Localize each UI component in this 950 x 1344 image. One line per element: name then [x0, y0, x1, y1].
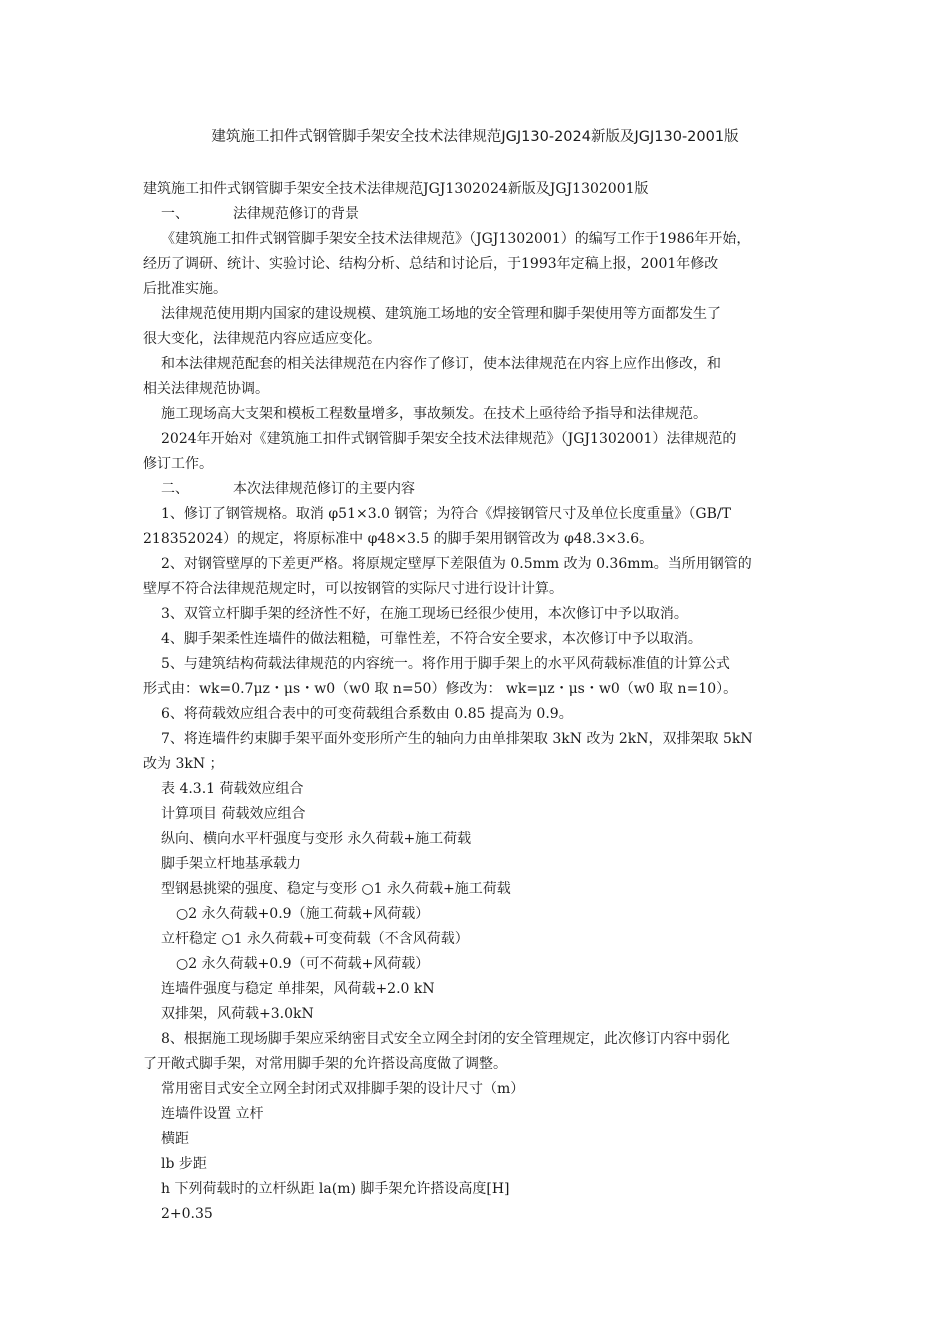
- paragraph-line: 2024年开始对《建筑施工扣件式钢管脚手架安全技术法律规范》（JGJ1302001）法律规范的: [161, 431, 737, 447]
- paragraph-line: 后批准实施。: [143, 281, 227, 297]
- table-row: 型钢悬挑梁的强度、稳定与变形 ○1 永久荷载+施工荷载: [161, 881, 511, 897]
- section-number: 二、: [161, 481, 189, 497]
- list-item-line: 了开敞式脚手架，对常用脚手架的允许搭设高度做了调整。: [143, 1056, 507, 1072]
- list-item-line: 形式由：wk=0.7μz・μs・w0（w0 取 n=50）修改为： wk=μz・μs・w0（w0 取 n=10）。: [143, 681, 738, 697]
- table-row: 连墙件强度与稳定 单排架，风荷载+2.0 kN: [161, 981, 435, 997]
- table-row: 2+0.35: [161, 1206, 213, 1222]
- list-item-line: 5、与建筑结构荷载法律规范的内容统一。将作用于脚手架上的水平风荷载标准值的计算公式: [161, 656, 730, 672]
- paragraph-line: 施工现场高大支架和模板工程数量增多，事故频发。在技术上亟待给予指导和法律规范。: [161, 406, 707, 422]
- table-row: ○2 永久荷载+0.9（可不荷载+风荷载）: [176, 956, 430, 972]
- list-item-line: 3、双管立杆脚手架的经济性不好，在施工现场已经很少使用，本次修订中予以取消。: [161, 606, 688, 622]
- table-row: 双排架，风荷载+3.0kN: [161, 1006, 314, 1022]
- list-item-line: 2、对钢管壁厚的下差更严格。将原规定壁厚下差限值为 0.5mm 改为 0.36mm。当所用钢管的: [161, 556, 752, 572]
- list-item-line: 1、修订了钢管规格。取消 φ51×3.0 钢管；为符合《焊接钢管尺寸及单位长度重量》（GB/T: [161, 506, 731, 522]
- paragraph-line: 法律规范使用期内国家的建设规模、建筑施工场地的安全管理和脚手架使用等方面都发生了: [161, 306, 721, 322]
- paragraph-line: 很大变化，法律规范内容应适应变化。: [143, 331, 381, 347]
- paragraph-line: 《建筑施工扣件式钢管脚手架安全技术法律规范》（JGJ1302001）的编写工作于1986年开始，: [161, 231, 751, 247]
- table-row: lb 步距: [161, 1156, 207, 1172]
- paragraph-line: 和本法律规范配套的相关法律规范在内容作了修订，使本法律规范在内容上应作出修改，和: [161, 356, 721, 372]
- table-row: 计算项目 荷载效应组合: [161, 806, 306, 822]
- table-caption: 表 4.3.1 荷载效应组合: [161, 781, 304, 797]
- table-row: 脚手架立杆地基承载力: [161, 856, 301, 872]
- list-item-line: 改为 3kN ；: [143, 756, 224, 772]
- list-item-line: 6、将荷载效应组合表中的可变荷载组合系数由 0.85 提高为 0.9。: [161, 706, 573, 722]
- body-heading-line: 建筑施工扣件式钢管脚手架安全技术法律规范JGJ1302024新版及JGJ1302001版: [143, 181, 649, 197]
- section-heading-contents: [143, 477, 813, 502]
- section-heading-background: [143, 202, 813, 227]
- document-title: 建筑施工扣件式钢管脚手架安全技术法律规范JGJ130-2024新版及JGJ130-2001版: [211, 129, 739, 145]
- table-row: 连墙件设置 立杆: [161, 1106, 264, 1122]
- table-row: 立杆稳定 ○1 永久荷载+可变荷载（不含风荷载）: [161, 931, 469, 947]
- list-item-line: 壁厚不符合法律规范规定时，可以按钢管的实际尺寸进行设计计算。: [143, 581, 563, 597]
- list-item-line: 218352024）的规定，将原标准中 φ48×3.5 的脚手架用钢管改为 φ48.3×3.6。: [143, 531, 654, 547]
- section-title: 法律规范修订的背景: [233, 206, 359, 222]
- section-number: 一、: [161, 206, 189, 222]
- table-row: h 下列荷载时的立杆纵距 la(m) 脚手架允许搭设高度[H]: [161, 1181, 510, 1197]
- paragraph-line: 相关法律规范协调。: [143, 381, 269, 397]
- document-body: [143, 177, 813, 1227]
- paragraph-line: 经历了调研、统计、实验讨论、结构分析、总结和讨论后，于1993年定稿上报，2001年修改: [143, 256, 719, 272]
- table-row: ○2 永久荷载+0.9（施工荷载+风荷载）: [176, 906, 430, 922]
- paragraph-line: 修订工作。: [143, 456, 213, 472]
- table-row: 横距: [161, 1131, 189, 1147]
- list-item-line: 4、脚手架柔性连墙件的做法粗糙，可靠性差，不符合安全要求，本次修订中予以取消。: [161, 631, 702, 647]
- table-caption: 常用密目式安全立网全封闭式双排脚手架的设计尺寸（m）: [161, 1081, 525, 1097]
- section-title: 本次法律规范修订的主要内容: [233, 481, 415, 497]
- list-item-line: 7、将连墙件约束脚手架平面外变形所产生的轴向力由单排架取 3kN 改为 2kN，双排架取 5kN: [161, 731, 753, 747]
- table-row: 纵向、横向水平杆强度与变形 永久荷载+施工荷载: [161, 831, 472, 847]
- list-item-line: 8、根据施工现场脚手架应采纳密目式安全立网全封闭的安全管理规定，此次修订内容中弱化: [161, 1031, 730, 1047]
